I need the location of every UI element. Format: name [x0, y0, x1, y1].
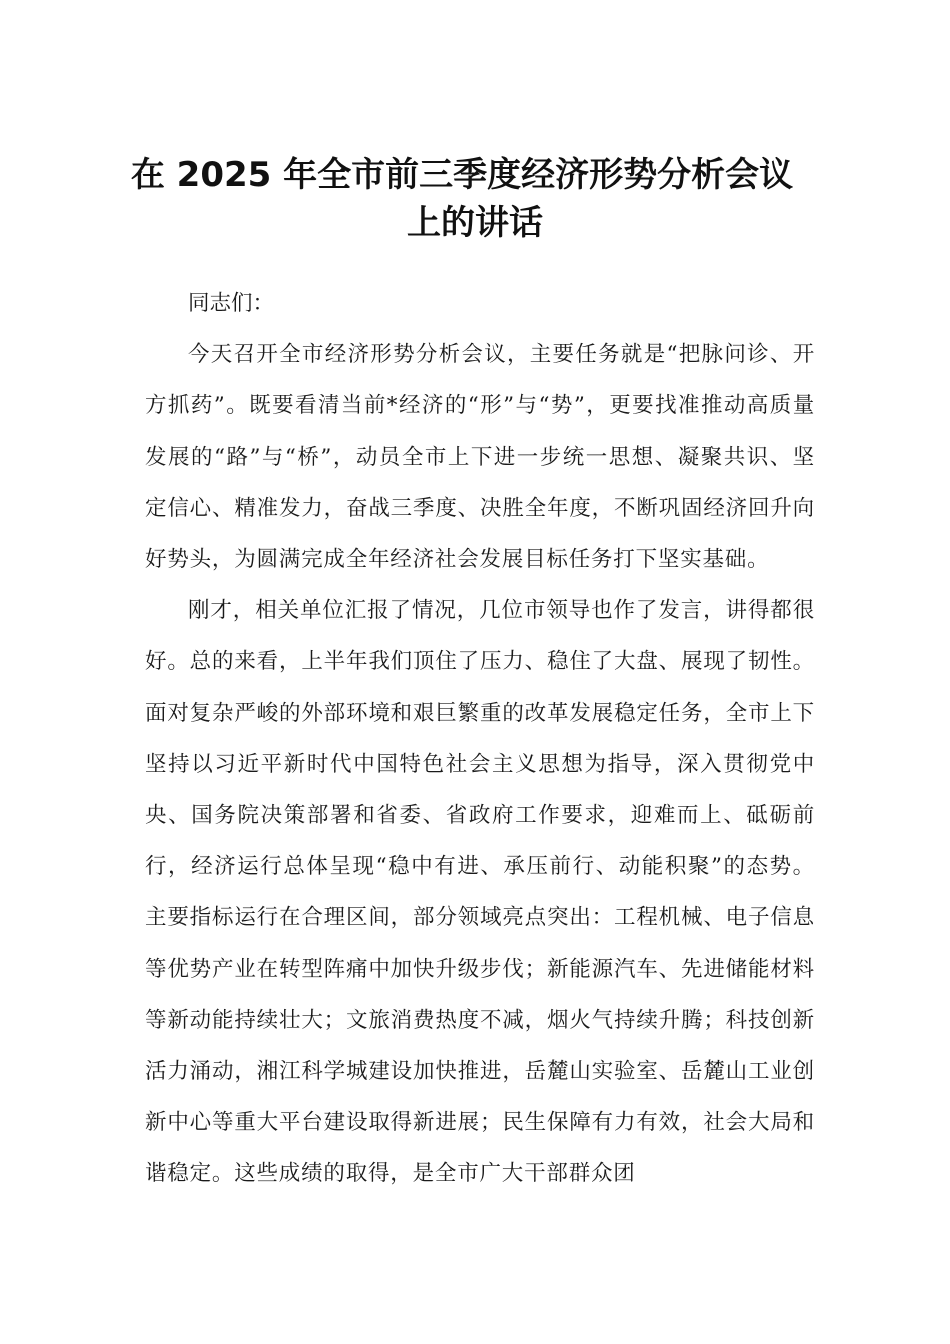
document-title [0, 151, 950, 247]
paragraph-2: 刚才，相关单位汇报了情况，几位市领导也作了发言，讲得都很好。总的来看，上半年我们顶住了压力、稳住了大盘、展现了韧性。面对复杂严峻的外部环境和艰巨繁重的改革发展稳定任务，全市上下坚持以习近平新时代中国特色社会主义思想为指导，深入贯彻党中央、国务院决策部署和省委、省政府工作要求，迎难而上、砥砺前行，经济运行总体呈现“稳中有进、承压前行、动能积聚”的态势。主要指标运行在合理区间，部分领域亮点突出：工程机械、电子信息等优势产业在转型阵痛中加快升级步伐；新能源汽车、先进储能材料等新动能持续壮大；文旅消费热度不减，烟火气持续升腾；科技创新活力涌动，湘江科学城建设加快推进，岳麓山实验室、岳麓山工业创新中心等重大平台建设取得新进展；民生保障有力有效，社会大局和谐稳定。这些成绩的取得，是全市广大干部群众团 [145, 598, 815, 1187]
title-line-1: 在 2025 年全市前三季度经济形势分析会议 [130, 154, 794, 195]
document-body [145, 278, 815, 1200]
title-line-2: 上的讲话 [407, 202, 543, 243]
salutation: 同志们： [188, 291, 275, 316]
paragraph-1: 今天召开全市经济形势分析会议，主要任务就是“把脉问诊、开方抓药”。既要看清当前*经济的“形”与“势”，更要找准推动高质量发展的“路”与“桥”，动员全市上下进一步统一思想、凝聚共识、坚定信心、精准发力，奋战三季度、决胜全年度，不断巩固经济回升向好势头，为圆满完成全年经济社会发展目标任务打下坚实基础。 [145, 342, 815, 573]
